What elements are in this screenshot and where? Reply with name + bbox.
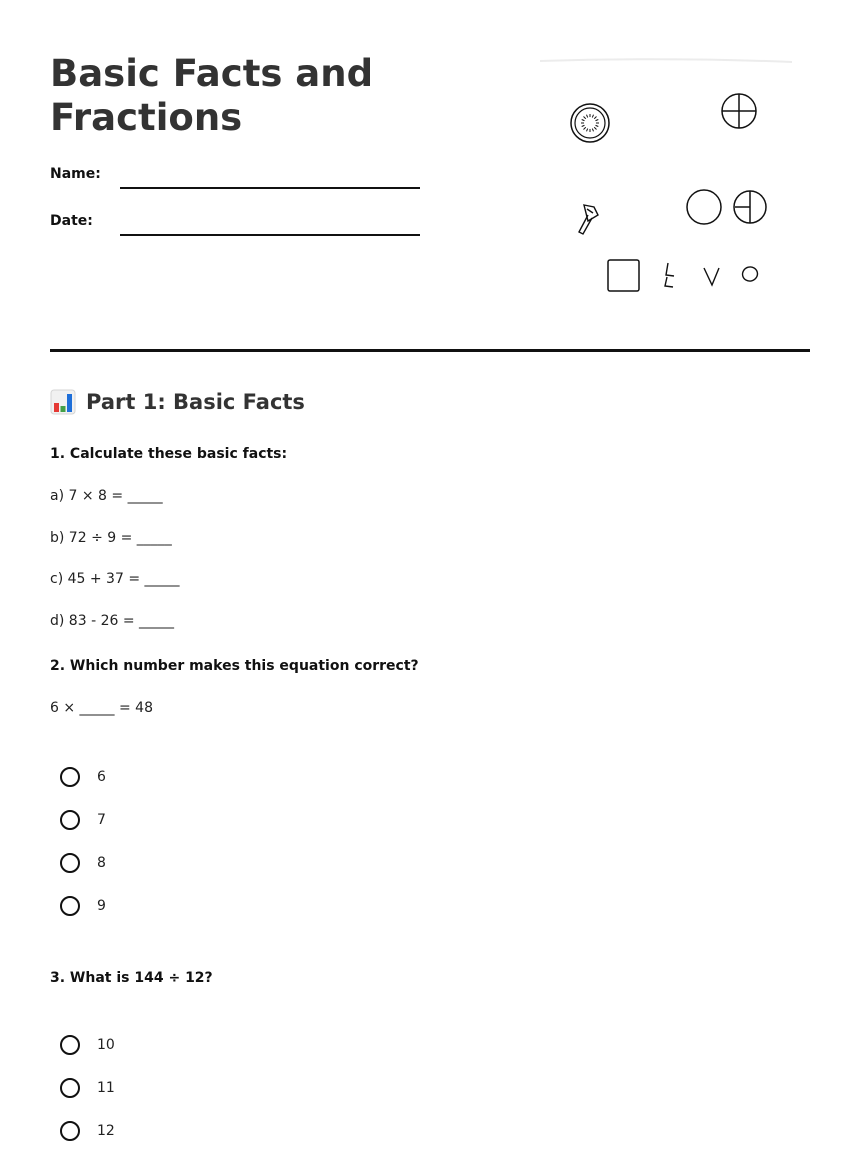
decorative-doodles <box>530 55 810 305</box>
part1-heading-text: Part 1: Basic Facts <box>86 390 305 414</box>
option-label: 6 <box>97 769 106 785</box>
radio-button[interactable] <box>60 767 80 787</box>
question-3-title: 3. What is 144 ÷ 12? <box>50 970 213 986</box>
part1-heading <box>50 389 305 415</box>
date-label: Date: <box>50 213 93 229</box>
question-3-option[interactable] <box>60 1118 115 1144</box>
hammer-doodle <box>579 205 598 234</box>
section-divider <box>50 349 810 352</box>
option-label: 8 <box>97 855 106 871</box>
radio-button[interactable] <box>60 1121 80 1141</box>
name-answer-line[interactable] <box>120 187 420 189</box>
question-3-option[interactable] <box>60 1032 115 1058</box>
plain-circle-doodle <box>687 190 721 224</box>
name-label: Name: <box>50 166 101 182</box>
question-3-option[interactable] <box>60 1075 115 1101</box>
bar-chart-icon <box>50 389 76 415</box>
sun-circle-doodle <box>571 104 609 142</box>
question-2-option[interactable] <box>60 807 106 833</box>
option-label: 10 <box>97 1037 115 1053</box>
option-label: 12 <box>97 1123 115 1139</box>
question-2-equation: 6 × _____ = 48 <box>50 700 153 716</box>
question-2-title: 2. Which number makes this equation correct? <box>50 658 419 674</box>
radio-button[interactable] <box>60 810 80 830</box>
question-1-title: 1. Calculate these basic facts: <box>50 446 288 462</box>
radio-button[interactable] <box>60 1078 80 1098</box>
small-oval-doodle <box>741 265 759 282</box>
zigzag-doodle <box>665 263 674 287</box>
radio-button[interactable] <box>60 853 80 873</box>
date-answer-line[interactable] <box>120 234 420 236</box>
square-doodle <box>608 260 639 291</box>
question-2-option[interactable] <box>60 850 106 876</box>
question-1a: a) 7 × 8 = _____ <box>50 488 163 504</box>
faint-stroke-doodle <box>540 59 792 62</box>
option-label: 9 <box>97 898 106 914</box>
question-1b: b) 72 ÷ 9 = _____ <box>50 530 172 546</box>
v-mark-doodle <box>704 268 719 285</box>
option-label: 7 <box>97 812 106 828</box>
question-1c: c) 45 + 37 = _____ <box>50 571 180 587</box>
question-1d: d) 83 - 26 = _____ <box>50 613 175 629</box>
question-2-option[interactable] <box>60 893 106 919</box>
divided-circle-doodle <box>734 191 766 223</box>
worksheet-title: Basic Facts and Fractions <box>50 52 374 139</box>
radio-button[interactable] <box>60 896 80 916</box>
option-label: 11 <box>97 1080 115 1096</box>
radio-button[interactable] <box>60 1035 80 1055</box>
crossed-circle-doodle <box>722 94 756 128</box>
question-2-option[interactable] <box>60 764 106 790</box>
